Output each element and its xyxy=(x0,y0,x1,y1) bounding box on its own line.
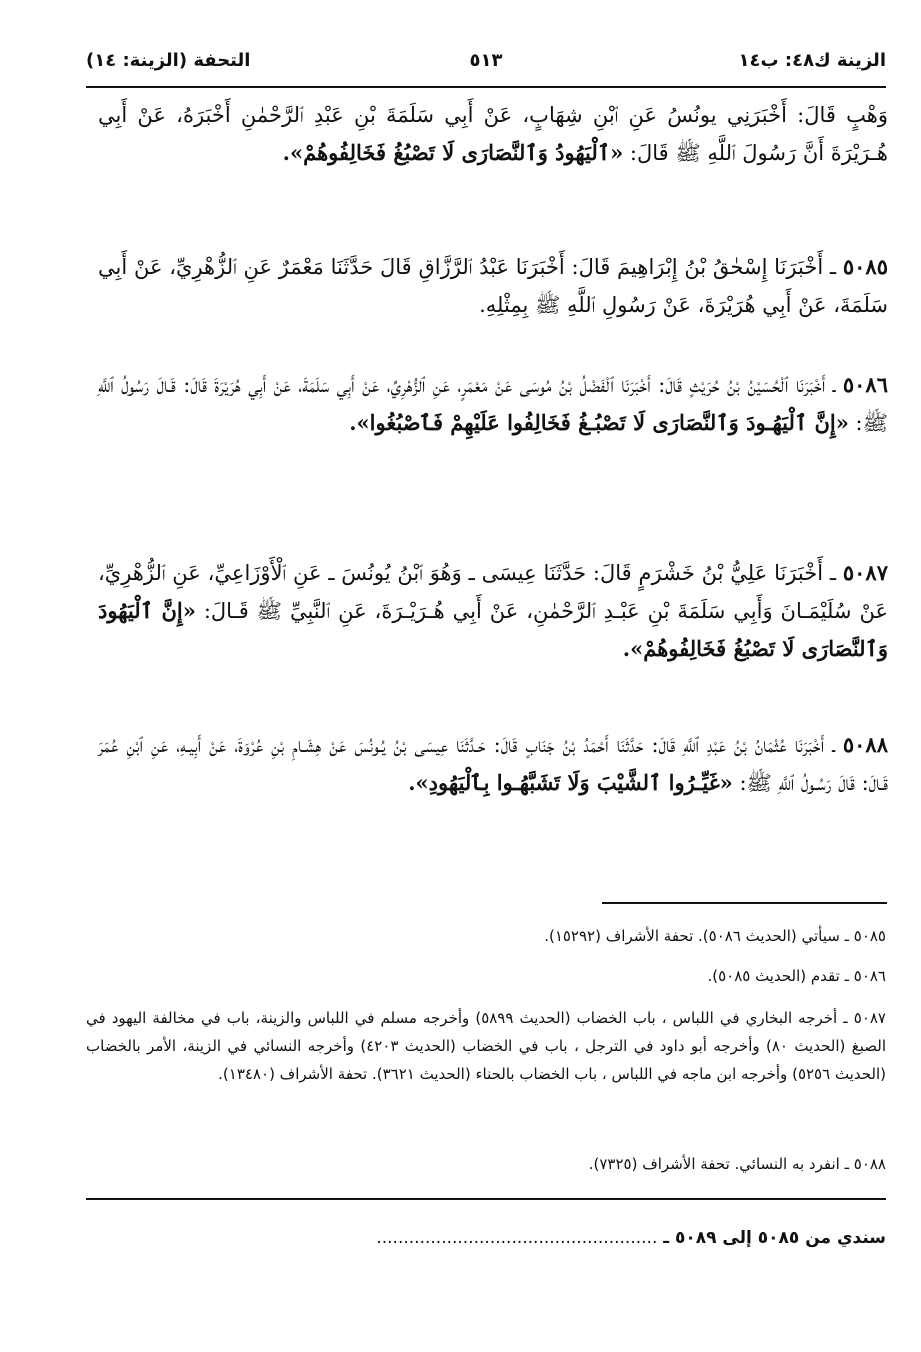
hadith-text: ـ أَخْبَرَنَا إِسْحٰقُ بْنُ إِبْرَاهِيمَ قَالَ: أَخْبَرَنَا عَبْدُ ٱلرَّزَّاقِ قَالَ حَدَّثَنَا مَعْمَرٌ عَنِ ٱلزُّهْرِيِّ، عَنْ أَبِي سَلَمَةَ، عَنْ أَبِي هُرَيْرَةَ، عَنْ رَسُولِ ٱللَّهِ ﷺ بِمِثْلِهِ. xyxy=(98,255,888,317)
hadith-5087 xyxy=(98,554,888,668)
leader-dots: .................................................... xyxy=(376,1228,658,1248)
hadith-quote: «إِنَّ ٱلْيَهُـودَ وَٱلنَّصَارَى لَا تَصْبُـغُ فَخَالِفُوا عَلَيْهِمْ فَٱصْبُغُوا». xyxy=(349,410,849,435)
footnotes-divider xyxy=(602,902,887,904)
hadith-text: ـ أَخْبَرَنَا عَلِيُّ بْنُ خَشْرَمٍ قَالَ: حَدَّثَنَا عِيسَى ـ وَهُوَ ٱبْنُ يُونُسَ ـ عَنِ ٱلْأَوْزَاعِيِّ، عَنِ ٱلزُّهْرِيِّ، عَنْ سُلَيْمَـانَ وَأَبِي سَلَمَةَ بْنِ عَبْـدِ ٱلرَّحْمٰنِ، عَنْ أَبِي هُـرَيْـرَةَ، عَنِ ٱلنَّبِيِّ ﷺ قَـالَ: xyxy=(98,561,888,623)
hadith-continuation xyxy=(98,96,888,172)
footnote-5087: ٥٠٨٧ ـ أخرجه البخاري في اللباس ، باب الخضاب (الحديث ٥٨٩٩) وأخرجه مسلم في اللباس والزينة، باب في مخالفة اليهود في الصبغ (الحديث ٨٠) وأخرجه أبو داود في الترجل ، باب في الخضاب (الحديث ٤٢٠٣) وأخرجه النسائي في الزينة، الأمر بالخضاب (الحديث ٥٢٥٦) وأخرجه ابن ماجه في اللباس ، باب الخضاب بالحناء (الحديث ٣٦٢١). تحفة الأشراف (١٣٤٨٠). xyxy=(86,1009,886,1083)
footer-divider xyxy=(86,1198,886,1200)
hadith-5085 xyxy=(98,248,888,324)
tuhfa-reference: التحفة (الزينة: ١٤) xyxy=(86,50,251,71)
hadith-5088 xyxy=(98,726,888,802)
hadith-quote: «ٱلْيَهُودُ وَٱلنَّصَارَى لَا تَصْبُغُ فَخَالِفُوهُمْ». xyxy=(282,140,624,165)
hadith-text: ـ أَخْبَرَنَا ٱلْحُسَيْنُ بْنُ حُرَيْثٍ قَالَ: أَخْبَرَنَا ٱلْفَضْلُ بْنُ مُوسَى عَنْ مَعْمَرٍ، عَنِ ٱلزُّهْرِيِّ، عَنْ أَبِي سَلَمَةَ، عَنْ أَبِي هُرَيْرَةَ قَالَ: قَـالَ رَسُولُ ٱللَّهِ ﷺ: xyxy=(98,373,888,435)
footnote-5088: ٥٠٨٨ ـ انفرد به النسائي. تحفة الأشراف (٧٣٢٥). xyxy=(588,1155,886,1173)
page-number: ٥١٣ xyxy=(469,50,503,71)
hadith-quote: «إِنَّ ٱلْيَهُودَ وَٱلنَّصَارَى لَا تَصْبُغُ فَخَالِفُوهُمْ». xyxy=(98,598,888,661)
hadith-5086 xyxy=(98,366,888,442)
chapter-reference: الزينة ك٤٨: ب١٤ xyxy=(738,50,886,71)
header-divider xyxy=(86,86,886,88)
footnote-5086: ٥٠٨٦ ـ تقدم (الحديث ٥٠٨٥). xyxy=(707,967,886,985)
hadith-number: ٥٠٨٦ xyxy=(842,372,888,397)
sindi-label: سندي من ٥٠٨٥ إلى ٥٠٨٩ ـ xyxy=(663,1228,886,1248)
hadith-number: ٥٠٨٨ xyxy=(842,732,888,757)
footnote-5085: ٥٠٨٥ ـ سيأتي (الحديث ٥٠٨٦). تحفة الأشراف (١٥٢٩٢). xyxy=(544,927,886,945)
hadith-text: ـ أَخْبَرَنَا عُثْمَانُ بْنُ عَبْدِ ٱللَّهِ قَالَ: حَدَّثَنَا أَحْمَدُ بْنُ جَنَابٍ قَالَ: حَـدَّثَنَا عِيسَى بْنُ يُـونُسَ عَنْ هِشَـامِ بْنِ عُرْوَةَ، عَنْ أَبِيـهِ، عَنِ ٱبْنِ عُمَرَ قَـالَ: قَالَ رَسُـولُ ٱللَّهِ ﷺ: xyxy=(98,733,888,795)
page-header xyxy=(86,44,886,78)
hadith-number: ٥٠٨٥ xyxy=(842,254,888,279)
hadith-text: وَهْبٍ قَالَ: أَخْبَرَنِي يونُسُ عَنِ ٱبْنِ شِهَابٍ، عَنْ أَبِي سَلَمَةَ بْنِ عَبْدِ ٱلرَّحْمٰنِ أَخْبَرَهُ، عَنْ أَبِي هُـرَيْرَةَ أَنَّ رَسُولَ ٱللَّهِ ﷺ قَالَ: xyxy=(98,103,888,165)
sindi-footer xyxy=(86,1228,886,1248)
hadith-number: ٥٠٨٧ xyxy=(842,560,888,585)
hadith-quote: «غَيِّـرُوا ٱلشَّيْبَ وَلَا تَشَبَّهُـوا بِٱلْيَهُودِ». xyxy=(408,770,733,795)
